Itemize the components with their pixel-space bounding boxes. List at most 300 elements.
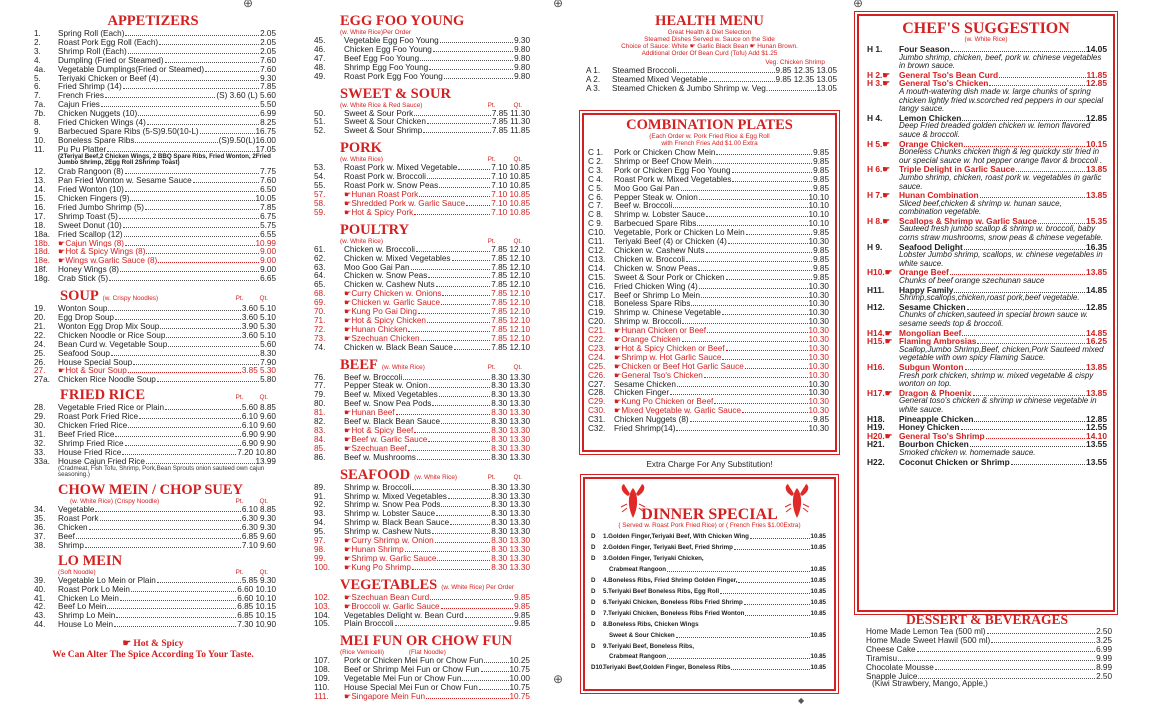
menu-item	[30, 100, 276, 109]
dinner-item	[587, 608, 826, 619]
item-name: Plain Broccoli	[344, 620, 394, 629]
item-price: 7.60	[260, 64, 276, 74]
dot-leader	[732, 166, 813, 173]
item-name: Chicken Nuggets (10)	[58, 110, 138, 119]
item-name: ☛Mixed Vegetable w. Garlic Sauce	[614, 407, 742, 416]
item-price: 9.85	[813, 272, 829, 282]
pork-pt: Pt.	[487, 156, 496, 164]
chef-item	[867, 79, 1107, 113]
menu-item	[30, 118, 276, 127]
item-description: Sauteed fresh jumbo scallop & shrimp w. broccoli, baby corns straw mushrooms, snow peas & chinese vegetable.	[899, 224, 1104, 243]
menu-item	[584, 148, 829, 157]
item-price: 10.30	[808, 326, 829, 336]
item-number: 22.	[34, 330, 46, 340]
item-price: 10.30	[808, 370, 829, 380]
item-price: 9.85	[514, 592, 530, 602]
item-name: House Cajun Fried Rice	[58, 457, 145, 466]
menu-item	[584, 344, 829, 353]
item-price: 10.30	[808, 237, 829, 246]
menu-item	[30, 620, 276, 629]
dot-leader	[416, 245, 490, 252]
pork-title: PORK	[340, 140, 382, 157]
dot-leader	[722, 308, 808, 315]
item-name: 7.Teriyaki Chicken, Boneless Ribs Fried Wonton	[603, 610, 745, 618]
menu-item	[584, 317, 829, 326]
menu-item	[30, 602, 276, 611]
item-price: 9.80	[514, 53, 530, 63]
dot-leader	[728, 237, 808, 244]
dot-leader	[130, 194, 254, 201]
item-price: 2.05	[260, 37, 276, 47]
item-number: 7a.	[34, 100, 46, 110]
dot-leader	[677, 380, 808, 387]
item-name: 9.Teriyaki Beef, Boneless Ribs,	[603, 642, 695, 650]
item-number: C32.	[588, 424, 606, 433]
dinner-item	[587, 531, 826, 542]
item-number: 94.	[314, 518, 326, 528]
dot-leader	[421, 334, 491, 341]
menu-item	[310, 45, 530, 54]
menu-item	[584, 246, 829, 255]
item-name: ☛General Tso's Chicken	[614, 371, 703, 380]
item-name: Barbecued Spare Ribs (5-S)9.50(10-L)	[58, 127, 199, 136]
item-price: 7.85	[260, 82, 276, 92]
soup-list	[30, 304, 276, 384]
item-price: 6.55	[260, 229, 276, 239]
item-name: Coconut Chicken or Shrimp	[899, 456, 1010, 467]
dot-leader	[444, 72, 513, 79]
dot-leader	[745, 608, 809, 616]
menu-item	[310, 117, 530, 126]
beef-title: BEEF	[340, 356, 378, 373]
chef-item	[867, 243, 1107, 269]
item-number: H16.	[867, 361, 885, 372]
menu-item	[30, 448, 276, 457]
seafood-list	[310, 483, 530, 572]
dot-leader	[427, 316, 490, 323]
dot-leader	[419, 190, 490, 197]
item-number: 107.	[314, 656, 330, 666]
dot-leader	[428, 271, 490, 278]
menu-item	[30, 82, 276, 91]
dot-leader	[432, 399, 490, 406]
item-name: Crab Rangoon (8)	[58, 168, 124, 177]
item-name: Snapple Juice	[866, 672, 918, 681]
item-price: 5.85 9.30	[241, 575, 276, 585]
menu-item	[30, 74, 276, 83]
dot-leader	[160, 74, 260, 81]
dot-leader	[677, 66, 774, 73]
dot-leader	[128, 421, 241, 428]
item-name: Cheese Cake	[866, 645, 916, 654]
item-name: ☛Hunan Chicken or Beef	[614, 327, 706, 336]
item-number: C16.	[588, 281, 606, 291]
dot-leader	[124, 230, 259, 237]
menu-item	[310, 602, 530, 611]
health-sub3: Choice of Sauce: White ☛ Garlic Black Bean ☛ Hunan Brown.	[621, 43, 798, 50]
item-price: 7.90	[260, 357, 276, 367]
chow-mein-sub: (w. White Rice) (Crispy Noodle)	[70, 498, 160, 506]
fried-rice-header	[30, 388, 276, 403]
item-name: Scallops & Shrimp w. Garlic Sauce	[899, 215, 1037, 226]
item-name: Vegetable	[58, 506, 95, 515]
item-price: 8.30	[260, 348, 276, 358]
dot-leader	[999, 71, 1085, 78]
item-name: Sweet & Sour Shrimp	[344, 127, 423, 136]
lobster-icon-right	[782, 482, 812, 522]
item-price: 8.30 13.30	[491, 544, 530, 554]
dinner-item-continued	[587, 652, 826, 662]
item-price: 12.85	[1086, 78, 1107, 89]
item-price: 10.05	[255, 194, 276, 203]
item-price: 8.25	[260, 118, 276, 127]
item-name: Chicken w. Cashew Nuts	[344, 281, 435, 290]
item-price: 8.30 13.30	[491, 500, 530, 510]
dot-leader	[704, 371, 808, 378]
item-name: Chicken w. Cashew Nuts	[614, 246, 705, 255]
item-number: D	[591, 642, 596, 650]
item-price: 8.30 13.30	[491, 553, 530, 563]
item-price: 7.85 11.30	[491, 117, 530, 127]
dot-leader	[412, 483, 490, 490]
dot-leader	[200, 127, 255, 134]
item-number: 18.	[34, 220, 46, 230]
item-name: 6.Teriyaki Chicken, Boneless Ribs Fried Shrimp	[603, 599, 743, 607]
dot-leader	[918, 672, 1095, 679]
combination-list	[584, 147, 835, 433]
item-price: 8.30 13.30	[491, 491, 530, 501]
item-price: 8.30 13.30	[491, 536, 530, 545]
item-number: H14.☛	[867, 327, 893, 338]
dot-leader	[133, 358, 259, 365]
item-number: H12.	[867, 301, 885, 312]
item-name: Crab Stick (5)	[58, 275, 109, 284]
crosshair-icon: ⊕	[243, 0, 254, 10]
item-number: 4.	[34, 55, 41, 65]
dot-leader	[427, 117, 491, 124]
dot-leader	[1011, 458, 1085, 465]
menu-item	[310, 54, 530, 63]
menu-item	[30, 256, 276, 265]
dot-leader	[412, 563, 490, 570]
lo-mein-title: LO MEIN	[58, 552, 123, 569]
item-name: Beef	[58, 532, 75, 541]
dot-leader	[107, 145, 254, 152]
item-number: 109.	[314, 674, 330, 684]
menu-item	[310, 271, 530, 280]
dinner-item	[587, 662, 826, 673]
item-name: Shrimp Toast (5)	[58, 212, 118, 221]
item-price: 9.85	[514, 610, 530, 620]
item-price: 8.30 13.30	[491, 509, 530, 519]
item-name: Beef w. Mixed Vegetables	[344, 391, 438, 400]
chef-item	[867, 363, 1107, 389]
dot-leader	[690, 415, 812, 422]
item-name: Fried Scallop (12)	[58, 230, 123, 239]
dot-leader	[964, 140, 1085, 147]
item-name: House Fried Rice	[58, 448, 122, 457]
item-name: Vegetable Lo Mein or Plain	[58, 576, 156, 585]
item-number: H 9.	[867, 241, 883, 252]
item-number: 69.	[314, 298, 326, 308]
dot-leader	[429, 63, 513, 70]
item-number: C13.	[588, 254, 606, 264]
dot-leader	[107, 602, 236, 609]
sweet-sour-qt: Qt.	[513, 101, 522, 109]
item-number: D10.	[591, 663, 605, 671]
item-price: 6.85 10.15	[237, 611, 276, 621]
dot-leader	[713, 157, 812, 164]
item-price: 2.50	[1096, 671, 1112, 681]
item-price: 10.30	[808, 343, 829, 353]
item-price: 10.85	[810, 565, 826, 573]
item-number: 86.	[314, 452, 326, 462]
item-number: C15.	[588, 272, 606, 282]
dot-leader	[481, 665, 509, 672]
item-number: 18b.	[34, 238, 50, 248]
item-name: Four Season	[899, 44, 950, 54]
item-name: Triple Delight in Garlic Sauce	[899, 164, 1015, 175]
item-number: C18.	[588, 299, 606, 309]
item-price: 7.85	[260, 202, 276, 212]
item-price: 14.10	[1086, 430, 1107, 441]
dot-leader	[168, 340, 259, 347]
item-price: 13.99	[255, 456, 276, 466]
item-number: 10.	[34, 135, 46, 145]
dot-leader	[414, 109, 491, 116]
dot-leader	[428, 435, 490, 442]
dot-leader	[716, 148, 812, 155]
item-number: H15.☛	[867, 336, 893, 347]
item-number: H17.☛	[867, 387, 893, 398]
item-name: Beef w. Black Bean Sauce	[344, 418, 441, 426]
lo-mein-sub: (Soft Noodle)	[58, 568, 96, 576]
item-number: 85.	[314, 443, 326, 453]
item-number: 39.	[34, 575, 46, 585]
item-name: 2.Golden Finger, Teriyaki Beef, Fried Shrimp	[603, 544, 733, 552]
item-description: Fresh pork chicken, shrimp w. mixed vegetable & cispy wonton on top.	[899, 370, 1094, 389]
item-number: C11.	[588, 237, 605, 246]
item-price: 6.10 9.60	[241, 421, 276, 430]
item-number: D	[591, 610, 596, 618]
item-name: Shrimp w. Cashew Nuts	[344, 528, 431, 537]
pork-subrow	[310, 156, 530, 163]
dot-leader	[673, 201, 807, 208]
dot-leader	[987, 627, 1096, 634]
item-name: Shrimp Lo Mein	[58, 612, 116, 621]
menu-item	[310, 208, 530, 217]
item-price: 7.85 12.10	[491, 244, 530, 254]
menu-item	[584, 397, 829, 406]
dot-leader	[146, 247, 259, 254]
item-price: 12.85	[1086, 112, 1107, 123]
item-name: Roast Pork	[58, 515, 99, 523]
item-name: Chicken Lo Mein	[58, 594, 119, 603]
menu-item	[30, 331, 276, 340]
item-name: Pineapple Chicken	[899, 413, 974, 424]
appetizers-list-2	[30, 167, 276, 283]
seafood-title: SEAFOOD	[340, 466, 411, 483]
menu-item	[30, 532, 276, 541]
item-number: 5.	[34, 73, 41, 83]
menu-item	[310, 674, 530, 683]
item-price: 3.85 5.30	[241, 366, 276, 376]
item-price: 8.30 13.30	[491, 372, 530, 382]
item-number: H 2.☛	[867, 69, 890, 80]
seafood-qt: Qt.	[513, 473, 522, 481]
item-price: 10.85	[810, 631, 826, 639]
item-number: C 4.	[588, 174, 604, 184]
item-number: 6.	[34, 82, 41, 92]
dot-leader	[439, 181, 490, 188]
item-name: Beef or Shrimp Lo Mein	[614, 291, 701, 300]
item-name: Bean Curd w. Vegetable Soup	[58, 340, 168, 349]
item-price: 6.60 10.10	[237, 584, 276, 594]
item-name: Honey Wings (8)	[58, 266, 119, 275]
item-number: 43.	[34, 611, 46, 621]
item-name: French Fries	[58, 92, 104, 101]
menu-item	[310, 199, 530, 208]
item-price: 3.60 5.10	[241, 312, 276, 322]
item-number: C 9.	[588, 219, 604, 229]
dot-leader	[115, 313, 241, 320]
dessert-note: (Kiwi Strawbery, Mango, Apple,)	[872, 679, 988, 689]
item-price: 12.85	[1086, 301, 1107, 312]
item-name: Vegetable Dumplings(Fried or Steamed)	[58, 65, 205, 74]
dot-leader	[125, 185, 259, 192]
menu-item	[310, 72, 530, 81]
item-number: 65.	[314, 280, 326, 290]
item-name: Chicken Rice Noodle Soup	[58, 376, 156, 385]
item-number: A 2.	[586, 74, 601, 84]
dot-leader	[769, 84, 815, 91]
sweet-sour-sub: (w. White Rice & Red Sauce)	[340, 101, 423, 109]
item-price: 13.55	[1086, 439, 1107, 450]
item-name: Pan Fried Wonton w. Sesame Sauce	[58, 177, 192, 186]
dot-leader	[454, 343, 491, 350]
item-number: 49.	[314, 71, 326, 81]
item-price: 10.00	[509, 674, 530, 684]
item-name: Chicken w. Broccoli	[614, 255, 685, 264]
menu-item	[310, 36, 530, 45]
dot-leader	[722, 353, 807, 360]
item-number: 57.	[314, 189, 326, 199]
item-price: 6.50	[260, 185, 276, 194]
mei-fun-sub: (Rice Vemicelli) (Flat Noodle)	[340, 649, 446, 657]
item-price: 10.75	[509, 691, 530, 701]
item-name: Fried Jumbo Shrimp (5)	[58, 203, 144, 212]
soup-pt: Pt.	[235, 295, 244, 303]
menu-item	[30, 247, 276, 256]
menu-item	[584, 228, 829, 237]
dot-leader	[991, 636, 1095, 643]
item-number: 91.	[314, 491, 326, 501]
dot-leader	[417, 453, 490, 460]
item-number: 73.	[314, 333, 326, 343]
dot-leader	[742, 406, 807, 413]
item-number: C 8.	[588, 210, 604, 220]
item-number: C20.	[588, 317, 606, 327]
dot-leader	[462, 674, 508, 681]
menu-item	[30, 412, 276, 421]
item-name: ☛Hunan Roast Pork	[344, 190, 419, 199]
menu-item	[30, 523, 276, 532]
item-number: H22.	[867, 456, 885, 467]
item-price: 6.60 10.10	[237, 593, 276, 603]
menu-item	[584, 273, 829, 282]
item-name: 3.Golden Finger, Teriyaki Chicken,	[603, 555, 704, 563]
soup-sub: (w. Crispy Noodles)	[102, 295, 159, 303]
menu-item	[584, 166, 829, 175]
dot-leader	[418, 307, 490, 314]
dinner-item	[587, 542, 826, 553]
dot-leader	[435, 536, 491, 543]
dot-leader	[395, 619, 513, 626]
item-name: Shrimp w. Lobster Sauce	[614, 211, 706, 220]
dot-leader	[433, 45, 513, 52]
item-price: 13.85	[1086, 387, 1107, 398]
item-number: A 3.	[586, 83, 601, 93]
item-number: 58.	[314, 198, 326, 208]
poultry-qt: Qt.	[513, 237, 522, 245]
diamond-icon: ◆	[798, 696, 805, 705]
menu-item	[310, 554, 530, 563]
item-price: 6.90 9.90	[241, 438, 276, 448]
chef-title: CHEF'S SUGGESTION	[902, 20, 1070, 37]
item-price: 12.85	[1086, 413, 1107, 424]
item-number: 51.	[314, 117, 326, 127]
item-number: 27a.	[34, 375, 50, 385]
item-name: Vegetable Fried Rice or Plain	[58, 404, 165, 413]
item-price: 9.85	[514, 601, 530, 611]
menu-item	[30, 29, 276, 38]
menu-item	[310, 435, 530, 444]
item-number: 29.	[34, 412, 46, 422]
item-name: ☛Shredded Pork w. Garlic Sauce	[344, 199, 466, 208]
item-name: ☛Hot & Sour Soup	[58, 367, 127, 376]
item-name: Beef Lo Mein	[58, 603, 107, 612]
dot-leader	[980, 191, 1085, 198]
item-number: H 8.☛	[867, 215, 890, 226]
item-price: 10.85	[810, 544, 826, 552]
menu-item	[310, 390, 530, 399]
item-name: Teriyaki Beef (4) or Chicken (4)	[614, 238, 727, 246]
item-name: Sweet & Sour Pork	[344, 109, 414, 118]
menu-item	[582, 84, 837, 93]
item-name: Chicken	[58, 523, 88, 532]
item-number: 28.	[34, 403, 46, 413]
item-number: 70.	[314, 307, 326, 316]
item-price: 9.80	[514, 62, 530, 72]
item-description: Chunks of chicken,sauteed in special brown sauce w. sesame seeds top & broccoli.	[899, 310, 1088, 328]
menu-item	[310, 343, 530, 352]
menu-item	[30, 421, 276, 430]
column-3	[582, 14, 837, 93]
menu-item	[310, 692, 530, 701]
item-number: H21.	[867, 439, 885, 450]
menu-item	[310, 500, 530, 509]
dot-leader	[426, 692, 508, 699]
item-number: 97.	[314, 536, 326, 545]
item-name: Shrimp Egg Foo Young	[344, 63, 429, 72]
item-name: ☛Orange Chicken	[614, 336, 681, 344]
item-number: 100.	[314, 562, 330, 572]
dot-leader	[408, 444, 490, 451]
item-name: Roast Pork w. Mixed Vegetables	[614, 175, 732, 184]
item-price: 10.30	[808, 352, 829, 362]
item-price: 10.30	[808, 299, 829, 309]
item-name: ☛Shrimp w. Hot Garlic Sauce	[614, 353, 722, 362]
